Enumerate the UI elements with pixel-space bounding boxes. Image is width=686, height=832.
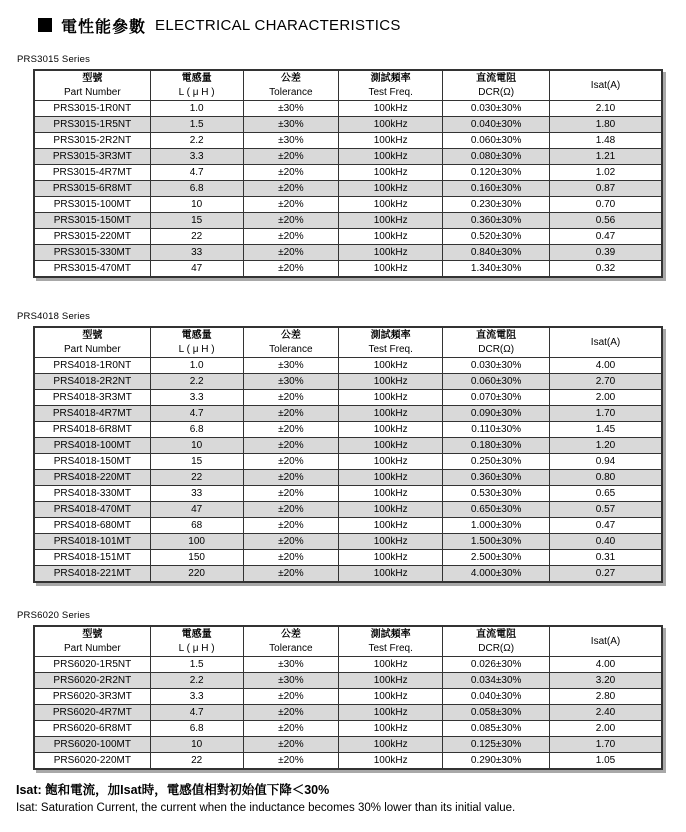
- value-cell: 1.340±30%: [443, 260, 550, 277]
- value-cell: ±20%: [243, 469, 338, 485]
- part-number-cell: PRS4018-330MT: [34, 485, 150, 501]
- value-cell: 100kHz: [339, 148, 443, 164]
- value-cell: 0.31: [550, 549, 662, 565]
- column-header-zh: 測試頻率: [370, 329, 411, 341]
- value-cell: 0.040±30%: [443, 688, 550, 704]
- value-cell: ±20%: [243, 228, 338, 244]
- page-title: [38, 14, 401, 36]
- value-cell: ±20%: [243, 549, 338, 565]
- column-header-zh: 電感量: [181, 628, 212, 640]
- header-row: [34, 70, 662, 100]
- column-header: [339, 70, 443, 100]
- part-number-cell: PRS4018-1R0NT: [34, 357, 150, 373]
- part-number-cell: PRS6020-6R8MT: [34, 720, 150, 736]
- value-cell: 100kHz: [339, 720, 443, 736]
- value-cell: 100kHz: [339, 437, 443, 453]
- value-cell: 0.290±30%: [443, 752, 550, 769]
- prs3015-spec-table: [33, 69, 663, 278]
- value-cell: 47: [150, 260, 243, 277]
- column-header-en: Part Number: [63, 343, 121, 355]
- value-cell: 0.030±30%: [443, 357, 550, 373]
- column-header-zh: 公差: [280, 628, 301, 640]
- part-number-cell: PRS4018-101MT: [34, 533, 150, 549]
- value-cell: ±20%: [243, 533, 338, 549]
- column-header-en: Test Freq.: [368, 343, 413, 355]
- value-cell: 1.48: [550, 132, 662, 148]
- column-header: [443, 327, 550, 357]
- value-cell: 0.230±30%: [443, 196, 550, 212]
- column-header: Isat(A): [550, 70, 662, 100]
- value-cell: ±30%: [243, 373, 338, 389]
- value-cell: 33: [150, 485, 243, 501]
- value-cell: 100kHz: [339, 704, 443, 720]
- value-cell: 0.070±30%: [443, 389, 550, 405]
- value-cell: 100kHz: [339, 533, 443, 549]
- value-cell: 100kHz: [339, 688, 443, 704]
- value-cell: 0.70: [550, 196, 662, 212]
- column-header-zh: 直流電阻: [476, 628, 517, 640]
- value-cell: 100kHz: [339, 196, 443, 212]
- value-cell: 2.00: [550, 389, 662, 405]
- value-cell: ±20%: [243, 453, 338, 469]
- part-number-cell: PRS3015-4R7MT: [34, 164, 150, 180]
- value-cell: 15: [150, 212, 243, 228]
- part-number-cell: PRS6020-2R2NT: [34, 672, 150, 688]
- table-row: [34, 116, 662, 132]
- value-cell: 0.085±30%: [443, 720, 550, 736]
- value-cell: 220: [150, 565, 243, 582]
- series-label-prs6020: PRS6020 Series: [17, 610, 91, 621]
- part-number-cell: PRS4018-221MT: [34, 565, 150, 582]
- table-row: [34, 672, 662, 688]
- value-cell: 22: [150, 228, 243, 244]
- column-header: [34, 327, 150, 357]
- value-cell: 2.00: [550, 720, 662, 736]
- column-header-en: Part Number: [63, 642, 121, 654]
- value-cell: 0.56: [550, 212, 662, 228]
- column-header-zh: 直流電阻: [476, 72, 517, 84]
- value-cell: 100kHz: [339, 180, 443, 196]
- column-header-en: L ( μ H ): [178, 343, 215, 355]
- table-row: [34, 212, 662, 228]
- column-header-zh: 公差: [280, 72, 301, 84]
- value-cell: 10: [150, 196, 243, 212]
- value-cell: 150: [150, 549, 243, 565]
- value-cell: 4.7: [150, 164, 243, 180]
- value-cell: ±30%: [243, 357, 338, 373]
- value-cell: 1.0: [150, 357, 243, 373]
- value-cell: 22: [150, 752, 243, 769]
- value-cell: 15: [150, 453, 243, 469]
- part-number-cell: PRS6020-100MT: [34, 736, 150, 752]
- table-row: [34, 389, 662, 405]
- table-row: [34, 437, 662, 453]
- value-cell: 1.05: [550, 752, 662, 769]
- value-cell: 1.0: [150, 100, 243, 116]
- part-number-cell: PRS6020-220MT: [34, 752, 150, 769]
- column-header-en: DCR(Ω): [478, 642, 515, 654]
- value-cell: 100kHz: [339, 100, 443, 116]
- value-cell: 1.80: [550, 116, 662, 132]
- table-row: [34, 565, 662, 582]
- value-cell: ±20%: [243, 688, 338, 704]
- table-row: [34, 752, 662, 769]
- value-cell: ±20%: [243, 437, 338, 453]
- value-cell: 100kHz: [339, 672, 443, 688]
- value-cell: 0.65: [550, 485, 662, 501]
- column-header-en: Tolerance: [269, 642, 313, 654]
- value-cell: 3.20: [550, 672, 662, 688]
- value-cell: 1.500±30%: [443, 533, 550, 549]
- value-cell: 100kHz: [339, 405, 443, 421]
- part-number-cell: PRS3015-1R5NT: [34, 116, 150, 132]
- black-square-icon: [38, 18, 52, 32]
- value-cell: 100kHz: [339, 549, 443, 565]
- value-cell: 100kHz: [339, 228, 443, 244]
- part-number-cell: PRS3015-220MT: [34, 228, 150, 244]
- value-cell: 0.57: [550, 501, 662, 517]
- column-header: [443, 70, 550, 100]
- value-cell: 2.40: [550, 704, 662, 720]
- table-row: [34, 180, 662, 196]
- value-cell: 0.090±30%: [443, 405, 550, 421]
- table-row: [34, 100, 662, 116]
- column-header: [150, 70, 243, 100]
- table-row: [34, 688, 662, 704]
- value-cell: 0.840±30%: [443, 244, 550, 260]
- value-cell: 100kHz: [339, 565, 443, 582]
- value-cell: 0.125±30%: [443, 736, 550, 752]
- part-number-cell: PRS6020-3R3MT: [34, 688, 150, 704]
- table-row: [34, 656, 662, 672]
- value-cell: 0.360±30%: [443, 469, 550, 485]
- value-cell: 0.250±30%: [443, 453, 550, 469]
- value-cell: 100kHz: [339, 116, 443, 132]
- column-header: [34, 70, 150, 100]
- column-header-zh: 型號: [82, 628, 103, 640]
- value-cell: 1.5: [150, 656, 243, 672]
- value-cell: ±20%: [243, 565, 338, 582]
- value-cell: ±20%: [243, 485, 338, 501]
- footnote-isat-en: Isat: Saturation Current, the current when the inductance becomes 30% lower than its initial value.: [16, 802, 516, 814]
- value-cell: 1.000±30%: [443, 517, 550, 533]
- value-cell: 4.7: [150, 704, 243, 720]
- column-header-zh: 型號: [82, 329, 103, 341]
- value-cell: 0.160±30%: [443, 180, 550, 196]
- value-cell: 2.10: [550, 100, 662, 116]
- value-cell: 0.650±30%: [443, 501, 550, 517]
- column-header-zh: 公差: [280, 329, 301, 341]
- value-cell: 1.70: [550, 736, 662, 752]
- value-cell: ±20%: [243, 720, 338, 736]
- prs4018-spec-table: [33, 326, 663, 583]
- value-cell: ±30%: [243, 672, 338, 688]
- value-cell: 0.040±30%: [443, 116, 550, 132]
- value-cell: 100kHz: [339, 164, 443, 180]
- part-number-cell: PRS3015-6R8MT: [34, 180, 150, 196]
- value-cell: 0.40: [550, 533, 662, 549]
- value-cell: 0.530±30%: [443, 485, 550, 501]
- table-row: [34, 485, 662, 501]
- part-number-cell: PRS3015-330MT: [34, 244, 150, 260]
- column-header: Isat(A): [550, 327, 662, 357]
- value-cell: 0.39: [550, 244, 662, 260]
- value-cell: 100kHz: [339, 736, 443, 752]
- column-header: [443, 626, 550, 656]
- column-header-zh: 測試頻率: [370, 628, 411, 640]
- part-number-cell: PRS4018-220MT: [34, 469, 150, 485]
- table-row: [34, 453, 662, 469]
- value-cell: 100kHz: [339, 656, 443, 672]
- value-cell: ±20%: [243, 752, 338, 769]
- value-cell: ±30%: [243, 116, 338, 132]
- value-cell: 0.120±30%: [443, 164, 550, 180]
- part-number-cell: PRS4018-680MT: [34, 517, 150, 533]
- table-row: [34, 357, 662, 373]
- value-cell: 0.180±30%: [443, 437, 550, 453]
- column-header-zh: 電感量: [181, 72, 212, 84]
- part-number-cell: PRS4018-470MT: [34, 501, 150, 517]
- value-cell: ±20%: [243, 260, 338, 277]
- column-header-en: Tolerance: [269, 343, 313, 355]
- table-row: [34, 132, 662, 148]
- part-number-cell: PRS4018-2R2NT: [34, 373, 150, 389]
- value-cell: 0.94: [550, 453, 662, 469]
- value-cell: 3.3: [150, 148, 243, 164]
- value-cell: ±20%: [243, 405, 338, 421]
- column-header: [243, 70, 338, 100]
- value-cell: ±20%: [243, 736, 338, 752]
- table-row: [34, 533, 662, 549]
- value-cell: 4.00: [550, 357, 662, 373]
- value-cell: ±20%: [243, 196, 338, 212]
- value-cell: 100kHz: [339, 421, 443, 437]
- value-cell: 4.00: [550, 656, 662, 672]
- value-cell: ±30%: [243, 656, 338, 672]
- value-cell: 0.034±30%: [443, 672, 550, 688]
- value-cell: ±30%: [243, 132, 338, 148]
- value-cell: 0.520±30%: [443, 228, 550, 244]
- value-cell: ±20%: [243, 148, 338, 164]
- value-cell: 100kHz: [339, 373, 443, 389]
- series-label-prs3015: PRS3015 Series: [17, 54, 91, 65]
- page-title-zh: 電性能參數: [61, 18, 147, 36]
- value-cell: ±20%: [243, 244, 338, 260]
- column-header-en: Tolerance: [269, 86, 313, 98]
- value-cell: 1.70: [550, 405, 662, 421]
- value-cell: 1.5: [150, 116, 243, 132]
- column-header: [150, 626, 243, 656]
- value-cell: ±20%: [243, 180, 338, 196]
- value-cell: 100kHz: [339, 501, 443, 517]
- value-cell: 100kHz: [339, 453, 443, 469]
- column-header-en: Test Freq.: [368, 642, 413, 654]
- value-cell: 100kHz: [339, 517, 443, 533]
- header-row: [34, 626, 662, 656]
- part-number-cell: PRS3015-2R2NT: [34, 132, 150, 148]
- part-number-cell: PRS3015-1R0NT: [34, 100, 150, 116]
- value-cell: 2.2: [150, 373, 243, 389]
- value-cell: 10: [150, 736, 243, 752]
- value-cell: 10: [150, 437, 243, 453]
- value-cell: 100kHz: [339, 260, 443, 277]
- table-row: [34, 501, 662, 517]
- column-header-en: Part Number: [63, 86, 121, 98]
- value-cell: 0.060±30%: [443, 132, 550, 148]
- value-cell: 2.80: [550, 688, 662, 704]
- value-cell: ±20%: [243, 164, 338, 180]
- value-cell: 0.27: [550, 565, 662, 582]
- part-number-cell: PRS6020-1R5NT: [34, 656, 150, 672]
- table-row: [34, 228, 662, 244]
- page-title-en: ELECTRICAL CHARACTERISTICS: [155, 16, 401, 34]
- value-cell: ±20%: [243, 389, 338, 405]
- value-cell: 2.70: [550, 373, 662, 389]
- part-number-cell: PRS3015-100MT: [34, 196, 150, 212]
- value-cell: 1.21: [550, 148, 662, 164]
- column-header: [150, 327, 243, 357]
- table-row: [34, 736, 662, 752]
- column-header-en: L ( μ H ): [178, 86, 215, 98]
- value-cell: 0.47: [550, 517, 662, 533]
- value-cell: 2.2: [150, 132, 243, 148]
- table-row: [34, 196, 662, 212]
- value-cell: 3.3: [150, 389, 243, 405]
- value-cell: 100kHz: [339, 212, 443, 228]
- part-number-cell: PRS3015-3R3MT: [34, 148, 150, 164]
- value-cell: ±30%: [243, 100, 338, 116]
- value-cell: 100kHz: [339, 357, 443, 373]
- part-number-cell: PRS3015-470MT: [34, 260, 150, 277]
- value-cell: 0.360±30%: [443, 212, 550, 228]
- table-row: [34, 704, 662, 720]
- part-number-cell: PRS6020-4R7MT: [34, 704, 150, 720]
- column-header: Isat(A): [550, 626, 662, 656]
- value-cell: 100: [150, 533, 243, 549]
- value-cell: 0.058±30%: [443, 704, 550, 720]
- value-cell: 22: [150, 469, 243, 485]
- part-number-cell: PRS4018-151MT: [34, 549, 150, 565]
- value-cell: 0.030±30%: [443, 100, 550, 116]
- value-cell: 4.000±30%: [443, 565, 550, 582]
- column-header: [243, 327, 338, 357]
- value-cell: 1.45: [550, 421, 662, 437]
- column-header: [339, 327, 443, 357]
- value-cell: 0.80: [550, 469, 662, 485]
- value-cell: 100kHz: [339, 244, 443, 260]
- value-cell: 2.500±30%: [443, 549, 550, 565]
- column-header-en: L ( μ H ): [178, 642, 215, 654]
- table-row: [34, 373, 662, 389]
- part-number-cell: PRS4018-150MT: [34, 453, 150, 469]
- header-row: [34, 327, 662, 357]
- column-header-zh: 測試頻率: [370, 72, 411, 84]
- value-cell: 3.3: [150, 688, 243, 704]
- column-header-en: Test Freq.: [368, 86, 413, 98]
- value-cell: 4.7: [150, 405, 243, 421]
- footnote-isat-zh: Isat: 飽和電流，加Isat時，電感值相對初始值下降＜30%: [16, 783, 330, 797]
- column-header-zh: 直流電阻: [476, 329, 517, 341]
- table-row: [34, 549, 662, 565]
- column-header-zh: 型號: [82, 72, 103, 84]
- value-cell: ±20%: [243, 704, 338, 720]
- value-cell: ±20%: [243, 517, 338, 533]
- value-cell: ±20%: [243, 212, 338, 228]
- table-row: [34, 148, 662, 164]
- value-cell: 0.47: [550, 228, 662, 244]
- value-cell: 0.080±30%: [443, 148, 550, 164]
- value-cell: 100kHz: [339, 485, 443, 501]
- column-header: [34, 626, 150, 656]
- value-cell: 1.02: [550, 164, 662, 180]
- column-header: [339, 626, 443, 656]
- table-row: [34, 244, 662, 260]
- table-row: [34, 164, 662, 180]
- part-number-cell: PRS4018-6R8MT: [34, 421, 150, 437]
- table-row: [34, 405, 662, 421]
- value-cell: 100kHz: [339, 752, 443, 769]
- part-number-cell: PRS3015-150MT: [34, 212, 150, 228]
- table-row: [34, 260, 662, 277]
- table-row: [34, 517, 662, 533]
- value-cell: 0.32: [550, 260, 662, 277]
- table-row: [34, 720, 662, 736]
- value-cell: ±20%: [243, 501, 338, 517]
- value-cell: 100kHz: [339, 469, 443, 485]
- value-cell: 0.060±30%: [443, 373, 550, 389]
- value-cell: 33: [150, 244, 243, 260]
- prs6020-spec-table: [33, 625, 663, 770]
- column-header-zh: 電感量: [181, 329, 212, 341]
- table-row: [34, 421, 662, 437]
- table-row: [34, 469, 662, 485]
- column-header-en: DCR(Ω): [478, 343, 515, 355]
- value-cell: 0.026±30%: [443, 656, 550, 672]
- value-cell: 100kHz: [339, 132, 443, 148]
- value-cell: 0.110±30%: [443, 421, 550, 437]
- value-cell: 47: [150, 501, 243, 517]
- part-number-cell: PRS4018-100MT: [34, 437, 150, 453]
- column-header-en: DCR(Ω): [478, 86, 515, 98]
- value-cell: 6.8: [150, 421, 243, 437]
- part-number-cell: PRS4018-3R3MT: [34, 389, 150, 405]
- value-cell: 100kHz: [339, 389, 443, 405]
- value-cell: 6.8: [150, 720, 243, 736]
- column-header: [243, 626, 338, 656]
- series-label-prs4018: PRS4018 Series: [17, 311, 91, 322]
- value-cell: 2.2: [150, 672, 243, 688]
- value-cell: ±20%: [243, 421, 338, 437]
- value-cell: 6.8: [150, 180, 243, 196]
- value-cell: 0.87: [550, 180, 662, 196]
- value-cell: 1.20: [550, 437, 662, 453]
- part-number-cell: PRS4018-4R7MT: [34, 405, 150, 421]
- value-cell: 68: [150, 517, 243, 533]
